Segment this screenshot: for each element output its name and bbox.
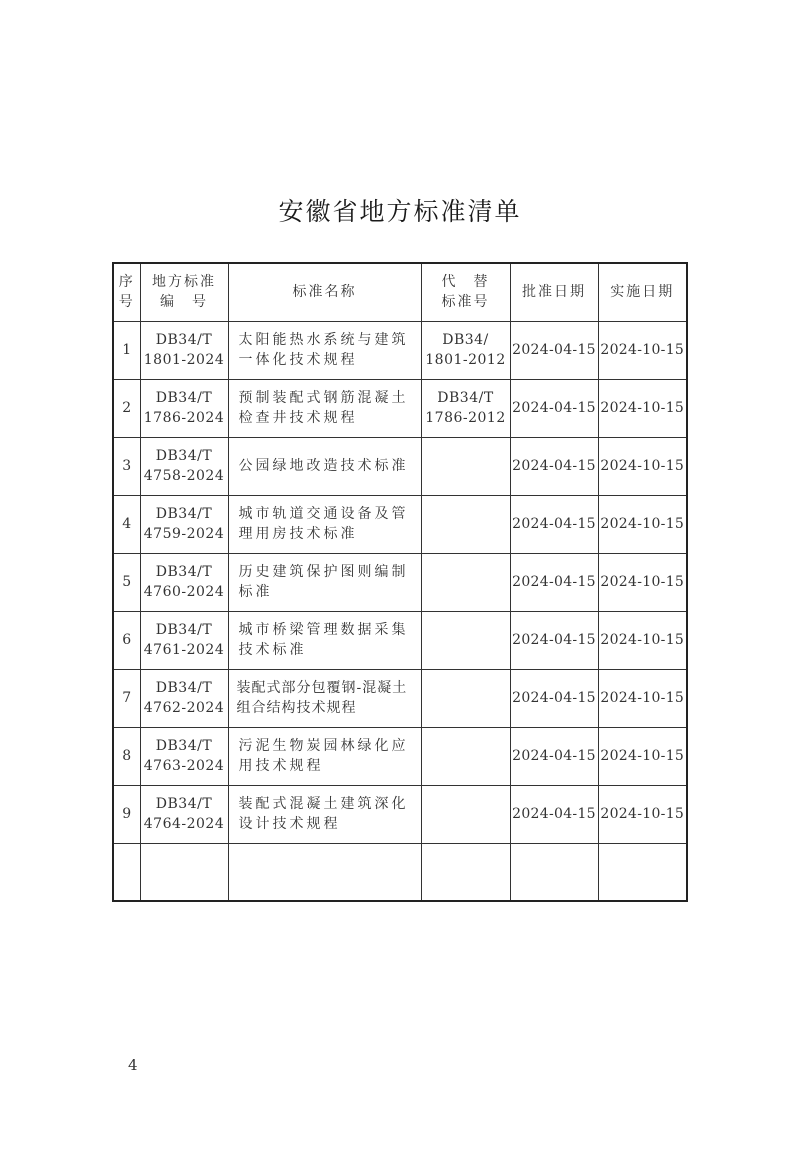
cell-implementation-date: 2024-10-15 xyxy=(598,553,687,611)
cell-approval-date: 2024-04-15 xyxy=(510,321,598,379)
cell-replaced xyxy=(421,669,510,727)
cell-empty xyxy=(228,843,421,901)
cell-empty xyxy=(510,843,598,901)
cell-replaced: DB34/T 1786-2012 xyxy=(421,379,510,437)
cell-code: DB34/T 1801-2024 xyxy=(140,321,228,379)
cell-no: 7 xyxy=(113,669,140,727)
cell-implementation-date: 2024-10-15 xyxy=(598,669,687,727)
cell-empty xyxy=(598,843,687,901)
cell-implementation-date: 2024-10-15 xyxy=(598,785,687,843)
cell-approval-date: 2024-04-15 xyxy=(510,495,598,553)
cell-name: 公园绿地改造技术标准 xyxy=(228,437,421,495)
cell-implementation-date: 2024-10-15 xyxy=(598,495,687,553)
cell-approval-date: 2024-04-15 xyxy=(510,611,598,669)
header-no: 序 号 xyxy=(113,263,140,321)
cell-name: 装配式部分包覆钢-混凝土组合结构技术规程 xyxy=(228,669,421,727)
document-title: 安徽省地方标准清单 xyxy=(278,197,522,226)
cell-implementation-date: 2024-10-15 xyxy=(598,379,687,437)
table-row xyxy=(113,669,687,727)
cell-empty xyxy=(113,843,140,901)
cell-implementation-date: 2024-10-15 xyxy=(598,437,687,495)
cell-code: DB34/T 4761-2024 xyxy=(140,611,228,669)
cell-approval-date: 2024-04-15 xyxy=(510,379,598,437)
page-number: 4 xyxy=(128,1056,138,1074)
cell-name: 城市桥梁管理数据采集技术标准 xyxy=(228,611,421,669)
cell-code: DB34/T 4758-2024 xyxy=(140,437,228,495)
cell-name: 太阳能热水系统与建筑一体化技术规程 xyxy=(228,321,421,379)
cell-name: 污泥生物炭园林绿化应用技术规程 xyxy=(228,727,421,785)
cell-code: DB34/T 4764-2024 xyxy=(140,785,228,843)
cell-replaced xyxy=(421,785,510,843)
cell-replaced: DB34/ 1801-2012 xyxy=(421,321,510,379)
cell-implementation-date: 2024-10-15 xyxy=(598,611,687,669)
table-row xyxy=(113,437,687,495)
cell-implementation-date: 2024-10-15 xyxy=(598,321,687,379)
cell-replaced xyxy=(421,727,510,785)
cell-approval-date: 2024-04-15 xyxy=(510,785,598,843)
cell-no: 1 xyxy=(113,321,140,379)
cell-replaced xyxy=(421,553,510,611)
header-implementation-date: 实施日期 xyxy=(598,263,687,321)
standards-table xyxy=(112,262,688,902)
cell-name: 预制装配式钢筋混凝土检查井技术规程 xyxy=(228,379,421,437)
cell-replaced xyxy=(421,495,510,553)
table-row-empty xyxy=(113,843,687,901)
table-row xyxy=(113,611,687,669)
cell-name: 历史建筑保护图则编制标准 xyxy=(228,553,421,611)
header-code: 地方标准 编 号 xyxy=(140,263,228,321)
cell-no: 5 xyxy=(113,553,140,611)
cell-empty xyxy=(421,843,510,901)
cell-no: 9 xyxy=(113,785,140,843)
header-replaced: 代 替 标准号 xyxy=(421,263,510,321)
table-row xyxy=(113,785,687,843)
cell-code: DB34/T 1786-2024 xyxy=(140,379,228,437)
cell-code: DB34/T 4763-2024 xyxy=(140,727,228,785)
cell-code: DB34/T 4759-2024 xyxy=(140,495,228,553)
cell-no: 8 xyxy=(113,727,140,785)
cell-replaced xyxy=(421,437,510,495)
table-row xyxy=(113,553,687,611)
cell-approval-date: 2024-04-15 xyxy=(510,727,598,785)
table-row xyxy=(113,379,687,437)
cell-approval-date: 2024-04-15 xyxy=(510,669,598,727)
cell-approval-date: 2024-04-15 xyxy=(510,553,598,611)
cell-name: 城市轨道交通设备及管理用房技术标准 xyxy=(228,495,421,553)
cell-code: DB34/T 4762-2024 xyxy=(140,669,228,727)
header-approval-date: 批准日期 xyxy=(510,263,598,321)
table-row xyxy=(113,321,687,379)
cell-name: 装配式混凝土建筑深化设计技术规程 xyxy=(228,785,421,843)
cell-no: 4 xyxy=(113,495,140,553)
table-header-row xyxy=(113,263,687,321)
table-row xyxy=(113,495,687,553)
cell-no: 3 xyxy=(113,437,140,495)
cell-empty xyxy=(140,843,228,901)
cell-no: 2 xyxy=(113,379,140,437)
cell-approval-date: 2024-04-15 xyxy=(510,437,598,495)
cell-replaced xyxy=(421,611,510,669)
table-row xyxy=(113,727,687,785)
cell-implementation-date: 2024-10-15 xyxy=(598,727,687,785)
cell-code: DB34/T 4760-2024 xyxy=(140,553,228,611)
header-name: 标准名称 xyxy=(228,263,421,321)
cell-no: 6 xyxy=(113,611,140,669)
